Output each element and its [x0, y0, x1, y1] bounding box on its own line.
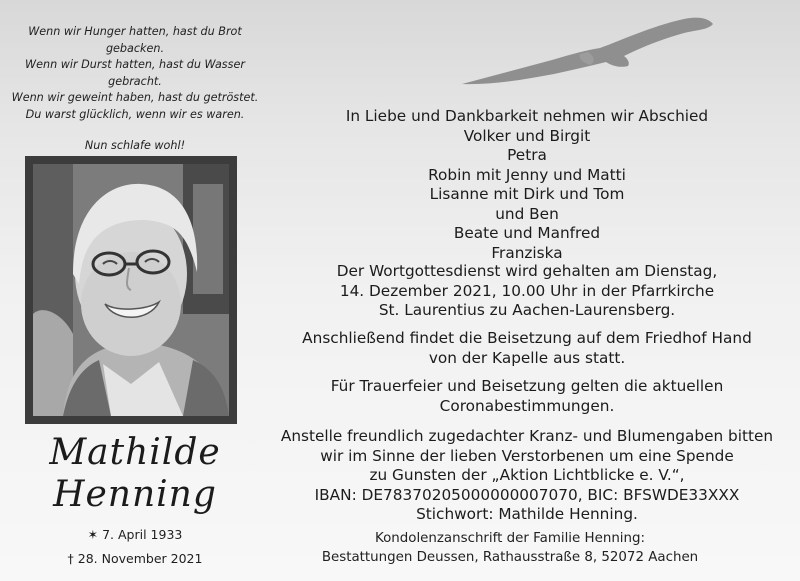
mourner-line: Petra	[507, 146, 547, 164]
service-line: Der Wortgottesdienst wird gehalten am Dienstag,	[336, 262, 718, 280]
service-block	[262, 262, 792, 321]
donation-line: Anstelle freundlich zugedachter Kranz- und Blumengaben bitten	[280, 427, 774, 445]
farewell-heading: In Liebe und Dankbarkeit nehmen wir Abschied	[345, 107, 709, 125]
poem	[0, 24, 270, 171]
birth-star-icon: ✶	[87, 527, 99, 542]
birth-date: 7. April 1933	[102, 527, 183, 542]
bank-details: IBAN: DE78370205000000007070, BIC: BFSWDE33XXX	[314, 485, 740, 504]
donation-keyword: Stichwort: Mathilde Henning.	[416, 505, 638, 523]
death-cross-icon: †	[67, 551, 74, 566]
donation-line: zu Gunsten der „Aktion Lichtblicke e. V.“,	[369, 466, 685, 484]
poem-line: Wenn wir geweint haben, hast du getröstet.	[11, 91, 259, 104]
poem-line: Wenn wir Durst hatten, hast du Wasser gebracht.	[25, 58, 245, 88]
burial-block	[262, 329, 792, 368]
portrait-image	[33, 164, 229, 416]
portrait-photo	[33, 164, 229, 416]
condolence-line: Kondolenzanschrift der Familie Henning:	[374, 531, 646, 546]
deceased-name	[35, 432, 235, 516]
burial-line: Anschließend findet die Beisetzung auf dem Friedhof Hand	[302, 329, 752, 347]
deceased-first-name: Mathilde	[49, 432, 221, 473]
mourner-line: Lisanne mit Dirk und Tom	[429, 185, 625, 203]
death-line	[34, 551, 236, 566]
mourner-line: Franziska	[491, 243, 563, 262]
service-line: St. Laurentius zu Aachen-Laurensberg.	[378, 301, 676, 319]
farewell-block	[262, 107, 792, 263]
birth-line	[34, 527, 236, 542]
seagull-image	[462, 16, 714, 92]
condolence-address	[300, 529, 720, 567]
mourner-line: und Ben	[495, 204, 559, 223]
corona-line: Coronabestimmungen.	[439, 396, 615, 415]
donation-block	[262, 427, 792, 525]
donation-line: wir im Sinne der lieben Verstorbenen um eine Spende	[320, 446, 734, 465]
poem-line: Wenn wir Hunger hatten, hast du Brot gebacken.	[28, 25, 242, 55]
poem-closing-line: Nun schlafe wohl!	[84, 139, 186, 152]
poem-line: Du warst glücklich, wenn wir es waren.	[25, 107, 245, 121]
deceased-last-name: Henning	[53, 474, 217, 515]
death-date: 28. November 2021	[77, 551, 203, 566]
mourner-line: Robin mit Jenny und Matti	[428, 165, 626, 184]
corona-notice-block	[262, 377, 792, 416]
service-line: 14. Dezember 2021, 10.00 Uhr in der Pfarrkirche	[339, 281, 715, 300]
corona-line: Für Trauerfeier und Beisetzung gelten die aktuellen	[330, 377, 724, 395]
mourner-line: Beate und Manfred	[453, 224, 601, 242]
portrait-frame	[25, 156, 237, 424]
mourner-line: Volker und Birgit	[463, 126, 591, 145]
condolence-line: Bestattungen Deussen, Rathausstraße 8, 52072 Aachen	[321, 550, 699, 565]
burial-line: von der Kapelle aus statt.	[428, 348, 626, 367]
poem-gap	[0, 123, 270, 138]
